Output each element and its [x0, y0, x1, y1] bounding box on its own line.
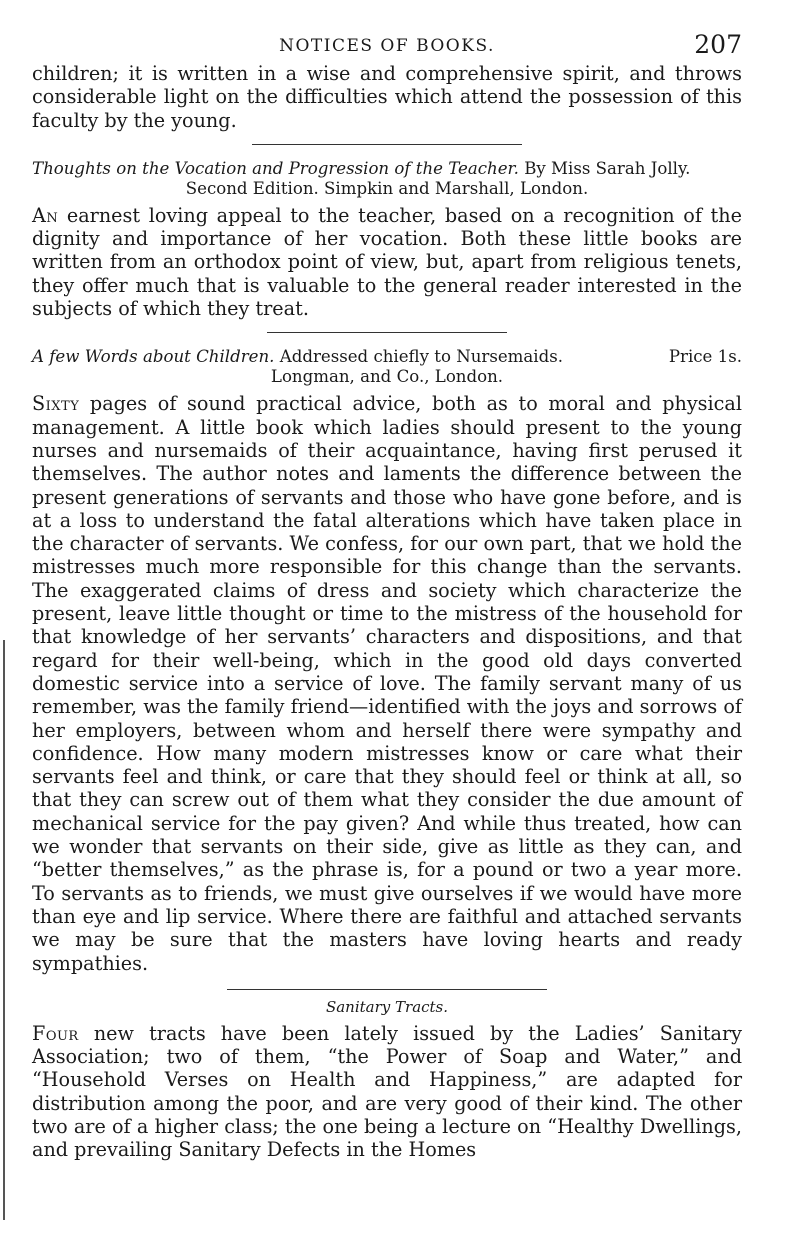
page-number: 207 — [694, 30, 742, 59]
review-body — [32, 392, 742, 974]
lead-word: Sixty — [32, 392, 80, 416]
lead-word: An — [32, 203, 59, 227]
review-publisher: Longman, and Co., London. — [270, 367, 504, 387]
page — [32, 30, 742, 1162]
divider-rule — [267, 332, 507, 333]
review-body — [32, 1022, 742, 1162]
divider-rule — [252, 144, 522, 145]
running-head: NOTICES OF BOOKS. — [279, 36, 495, 56]
review-text: new tracts have been lately issued by the Ladies’ Sanitary Association; two of them, “the Power of Soap and Water,” and “Household Verses on Health and Happiness,” are adapted for distribution among the poor, and are very good of their kind. The other two are of a higher class; the one being a lecture on “Healthy Dwellings, and prevailing Sanitary Defects in the Homes — [32, 1021, 742, 1162]
review-citation — [32, 347, 742, 387]
page-edge-line — [3, 640, 5, 1220]
review-subtitle: Addressed chiefly to Nursemaids. — [279, 347, 564, 367]
review-title: A few Words about Children. — [32, 347, 275, 367]
review-author: By Miss Sarah Jolly. — [524, 158, 691, 178]
divider-rule — [227, 989, 547, 990]
lead-word: Four — [32, 1021, 79, 1045]
review-citation — [32, 159, 742, 199]
review-text: earnest loving appeal to the teacher, based on a recognition of the dignity and importance of her vocation. Both these little books are written from an orthodox point of view, but, apart from religious tenets, they offer much that is valuable to the general reader interested in the subjects of which they treat. — [32, 203, 742, 321]
review-title: Thoughts on the Vocation and Progression of the Teacher. — [32, 158, 519, 178]
review-body — [32, 204, 742, 320]
review-publication: Second Edition. Simpkin and Marshall, London. — [185, 178, 589, 198]
review-price: Price 1s. — [668, 347, 742, 367]
page-header — [32, 30, 742, 62]
review-text: pages of sound practical advice, both as to moral and physical management. A little book which ladies should present to the young nurses and nursemaids of their acquaintance, having first perused it themselves. The author notes and laments the difference between the present generations of servants and those who have gone before, and is at a loss to understand the fatal alterations which have taken place in the character of servants. We confess, for our own part, that we hold the mistresses much more responsible for this change than the servants. The exaggerated claims of dress and society which characterize the present, leave little thought or time to the mistress of the household for that knowledge of her servants’ characters and dispositions, and that regard for their well-being, which in the good old days converted domestic service into a service of love. The family servant many of us remember, was the family friend—identified with the joys and sorrows of her employers, between whom and herself there were sympathy and confidence. How many modern mistresses know or care what their servants feel and think, or care that they should feel or think at all, so that they can screw out of them what they consider the due amount of mechanical service for the pay given? And while thus treated, how can we wonder that servants on their side, give as little as they can, and “better themselves,” as the phrase is, for a pound or two a year more. To servants as to friends, we must give ourselves if we would have more than eye and lip service. Where there are faithful and attached servants we may be sure that the masters have loving hearts and ready sympathies. — [32, 392, 742, 975]
continuation-paragraph: children; it is written in a wise and comprehensive spirit, and throws considerable light on the difficulties which attend the possession of this faculty by the young. — [32, 62, 742, 132]
section-title: Sanitary Tracts. — [325, 997, 449, 1016]
